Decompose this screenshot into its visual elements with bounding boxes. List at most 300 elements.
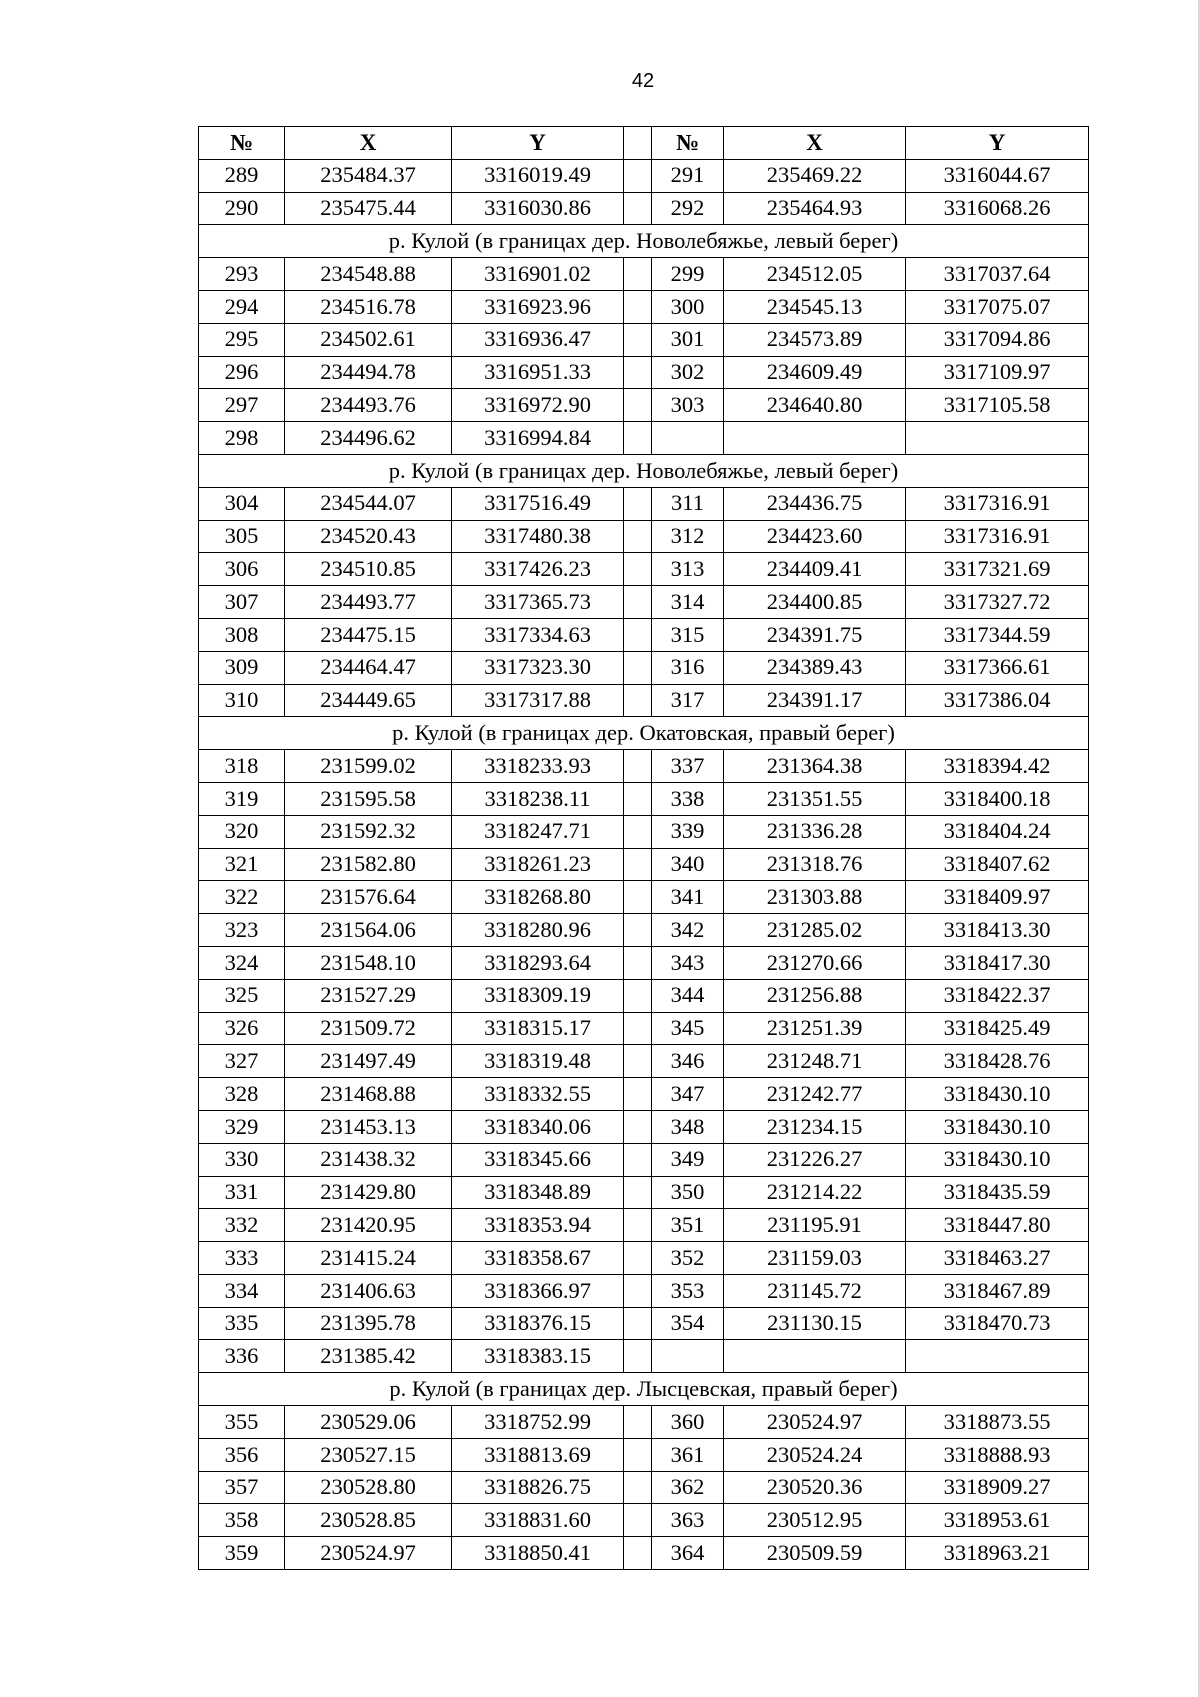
point-number-right: 316: [652, 651, 724, 684]
y-coordinate-left: 3318261.23: [452, 848, 624, 881]
spacer-cell: [624, 1504, 652, 1537]
x-coordinate-right: 234423.60: [724, 520, 906, 553]
y-coordinate-right: 3317344.59: [906, 618, 1089, 651]
table-row: [199, 1274, 1089, 1307]
spacer-cell: [624, 1143, 652, 1176]
x-coordinate-right: 234436.75: [724, 487, 906, 520]
y-coordinate-right: 3318422.37: [906, 979, 1089, 1012]
point-number-left: 328: [199, 1078, 285, 1111]
section-title: р. Кулой (в границах дер. Новолебяжье, левый берег): [199, 454, 1089, 487]
y-coordinate-right: 3318463.27: [906, 1242, 1089, 1275]
x-coordinate-right: 234609.49: [724, 356, 906, 389]
y-coordinate-left: 3318315.17: [452, 1012, 624, 1045]
y-coordinate-right: 3317386.04: [906, 684, 1089, 717]
x-coordinate-right: 231214.22: [724, 1176, 906, 1209]
point-number-right: 292: [652, 192, 724, 225]
point-number-left: 308: [199, 618, 285, 651]
point-number-right: 363: [652, 1504, 724, 1537]
spacer-cell: [624, 848, 652, 881]
table-row: [199, 1242, 1089, 1275]
x-coordinate-left: 230528.80: [285, 1471, 452, 1504]
table-row: [199, 1537, 1089, 1570]
point-number-left: 319: [199, 782, 285, 815]
point-number-right: 314: [652, 586, 724, 619]
point-number-left: 326: [199, 1012, 285, 1045]
header-x-left: X: [285, 127, 452, 160]
point-number-right: 361: [652, 1438, 724, 1471]
point-number-left: 336: [199, 1340, 285, 1373]
x-coordinate-right: 231303.88: [724, 881, 906, 914]
spacer-cell: [624, 1537, 652, 1570]
y-coordinate-left: 3318826.75: [452, 1471, 624, 1504]
y-coordinate-left: 3318383.15: [452, 1340, 624, 1373]
x-coordinate-left: 231592.32: [285, 815, 452, 848]
y-coordinate-left: 3316951.33: [452, 356, 624, 389]
header-x-right: X: [724, 127, 906, 160]
y-coordinate-right: 3318430.10: [906, 1078, 1089, 1111]
x-coordinate-right: 231242.77: [724, 1078, 906, 1111]
point-number-right: 299: [652, 258, 724, 291]
x-coordinate-right: 231364.38: [724, 750, 906, 783]
spacer-cell: [624, 258, 652, 291]
point-number-left: 294: [199, 290, 285, 323]
x-coordinate-right: 230524.24: [724, 1438, 906, 1471]
spacer-cell: [624, 1078, 652, 1111]
point-number-right: 351: [652, 1209, 724, 1242]
point-number-right: 352: [652, 1242, 724, 1275]
point-number-left: 322: [199, 881, 285, 914]
point-number-left: 297: [199, 389, 285, 422]
table-body: [199, 159, 1089, 1569]
table-row: [199, 356, 1089, 389]
y-coordinate-left: 3318831.60: [452, 1504, 624, 1537]
spacer-cell: [624, 782, 652, 815]
x-coordinate-left: 231395.78: [285, 1307, 452, 1340]
point-number-right: 343: [652, 946, 724, 979]
point-number-right: 302: [652, 356, 724, 389]
table-row: [199, 1504, 1089, 1537]
spacer-cell: [624, 159, 652, 192]
x-coordinate-left: 231548.10: [285, 946, 452, 979]
table-row: [199, 389, 1089, 422]
point-number-left: 355: [199, 1406, 285, 1439]
y-coordinate-right: 3318407.62: [906, 848, 1089, 881]
table-row: [199, 1143, 1089, 1176]
point-number-right: 364: [652, 1537, 724, 1570]
table-row: [199, 1471, 1089, 1504]
x-coordinate-left: 231509.72: [285, 1012, 452, 1045]
y-coordinate-left: 3317516.49: [452, 487, 624, 520]
point-number-left: 296: [199, 356, 285, 389]
point-number-left: 335: [199, 1307, 285, 1340]
x-coordinate-left: 235484.37: [285, 159, 452, 192]
x-coordinate-left: 231420.95: [285, 1209, 452, 1242]
x-coordinate-right: 234640.80: [724, 389, 906, 422]
x-coordinate-left: 234516.78: [285, 290, 452, 323]
table-row: [199, 1012, 1089, 1045]
table-row: [199, 881, 1089, 914]
point-number-left: 318: [199, 750, 285, 783]
x-coordinate-left: 234510.85: [285, 553, 452, 586]
y-coordinate-right: 3317316.91: [906, 487, 1089, 520]
spacer-cell: [624, 1176, 652, 1209]
x-coordinate-right: 231195.91: [724, 1209, 906, 1242]
table-row: [199, 1045, 1089, 1078]
table-row: [199, 946, 1089, 979]
point-number-left: 298: [199, 422, 285, 455]
point-number-right: 344: [652, 979, 724, 1012]
point-number-right: 300: [652, 290, 724, 323]
section-row: [199, 1373, 1089, 1406]
point-number-left: 359: [199, 1537, 285, 1570]
x-coordinate-left: 234475.15: [285, 618, 452, 651]
point-number-left: 321: [199, 848, 285, 881]
point-number-left: 358: [199, 1504, 285, 1537]
x-coordinate-right: 235464.93: [724, 192, 906, 225]
x-coordinate-right: 234391.17: [724, 684, 906, 717]
point-number-right: 338: [652, 782, 724, 815]
y-coordinate-right: 3317316.91: [906, 520, 1089, 553]
x-coordinate-right: 231256.88: [724, 979, 906, 1012]
x-coordinate-right: 234512.05: [724, 258, 906, 291]
y-coordinate-right: 3318963.21: [906, 1537, 1089, 1570]
table-row: [199, 684, 1089, 717]
point-number-left: 334: [199, 1274, 285, 1307]
point-number-left: 307: [199, 586, 285, 619]
table-row: [199, 1406, 1089, 1439]
x-coordinate-right: [724, 422, 906, 455]
y-coordinate-left: 3317426.23: [452, 553, 624, 586]
x-coordinate-left: 234502.61: [285, 323, 452, 356]
y-coordinate-right: 3317327.72: [906, 586, 1089, 619]
x-coordinate-right: [724, 1340, 906, 1373]
y-coordinate-left: 3316936.47: [452, 323, 624, 356]
table-row: [199, 290, 1089, 323]
y-coordinate-right: 3318430.10: [906, 1110, 1089, 1143]
header-no-right: №: [652, 127, 724, 160]
spacer-cell: [624, 1307, 652, 1340]
x-coordinate-left: 231453.13: [285, 1110, 452, 1143]
x-coordinate-left: 234494.78: [285, 356, 452, 389]
x-coordinate-right: 231270.66: [724, 946, 906, 979]
point-number-left: 331: [199, 1176, 285, 1209]
point-number-left: 325: [199, 979, 285, 1012]
x-coordinate-left: 230528.85: [285, 1504, 452, 1537]
y-coordinate-left: 3318247.71: [452, 815, 624, 848]
x-coordinate-right: 234389.43: [724, 651, 906, 684]
spacer-cell: [624, 1110, 652, 1143]
x-coordinate-right: 235469.22: [724, 159, 906, 192]
y-coordinate-right: 3318888.93: [906, 1438, 1089, 1471]
y-coordinate-right: 3317321.69: [906, 553, 1089, 586]
x-coordinate-right: 231251.39: [724, 1012, 906, 1045]
spacer-cell: [624, 684, 652, 717]
y-coordinate-left: 3317365.73: [452, 586, 624, 619]
point-number-left: 332: [199, 1209, 285, 1242]
x-coordinate-right: 234409.41: [724, 553, 906, 586]
table-row: [199, 618, 1089, 651]
spacer-cell: [624, 881, 652, 914]
y-coordinate-right: 3318447.80: [906, 1209, 1089, 1242]
point-number-right: 353: [652, 1274, 724, 1307]
spacer-cell: [624, 586, 652, 619]
y-coordinate-right: 3318409.97: [906, 881, 1089, 914]
y-coordinate-right: [906, 1340, 1089, 1373]
spacer-cell: [624, 1471, 652, 1504]
point-number-left: 327: [199, 1045, 285, 1078]
y-coordinate-right: 3316044.67: [906, 159, 1089, 192]
y-coordinate-right: 3318413.30: [906, 914, 1089, 947]
spacer-cell: [624, 946, 652, 979]
y-coordinate-left: 3316994.84: [452, 422, 624, 455]
x-coordinate-left: 231385.42: [285, 1340, 452, 1373]
x-coordinate-left: 234449.65: [285, 684, 452, 717]
table-row: [199, 979, 1089, 1012]
x-coordinate-right: 234573.89: [724, 323, 906, 356]
spacer-cell: [624, 290, 652, 323]
point-number-left: 306: [199, 553, 285, 586]
x-coordinate-right: 231336.28: [724, 815, 906, 848]
x-coordinate-right: 231234.15: [724, 1110, 906, 1143]
point-number-right: 341: [652, 881, 724, 914]
y-coordinate-left: 3317480.38: [452, 520, 624, 553]
table-row: [199, 848, 1089, 881]
spacer-cell: [624, 487, 652, 520]
page-number: 42: [631, 70, 655, 92]
y-coordinate-left: 3318358.67: [452, 1242, 624, 1275]
x-coordinate-right: 231351.55: [724, 782, 906, 815]
spacer-cell: [624, 651, 652, 684]
point-number-left: 357: [199, 1471, 285, 1504]
table-row: [199, 258, 1089, 291]
table-row: [199, 1110, 1089, 1143]
point-number-right: 312: [652, 520, 724, 553]
x-coordinate-right: 231145.72: [724, 1274, 906, 1307]
x-coordinate-left: 231595.58: [285, 782, 452, 815]
y-coordinate-right: 3318953.61: [906, 1504, 1089, 1537]
y-coordinate-left: 3318238.11: [452, 782, 624, 815]
table-row: [199, 651, 1089, 684]
section-row: [199, 454, 1089, 487]
y-coordinate-left: 3318332.55: [452, 1078, 624, 1111]
y-coordinate-right: 3316068.26: [906, 192, 1089, 225]
point-number-right: 291: [652, 159, 724, 192]
point-number-left: 356: [199, 1438, 285, 1471]
spacer-cell: [624, 979, 652, 1012]
point-number-left: 330: [199, 1143, 285, 1176]
x-coordinate-left: 234493.76: [285, 389, 452, 422]
spacer-cell: [624, 815, 652, 848]
spacer-cell: [624, 1340, 652, 1373]
y-coordinate-right: 3318428.76: [906, 1045, 1089, 1078]
y-coordinate-right: 3317075.07: [906, 290, 1089, 323]
point-number-left: 290: [199, 192, 285, 225]
x-coordinate-left: 231429.80: [285, 1176, 452, 1209]
spacer-cell: [624, 1242, 652, 1275]
point-number-right: 313: [652, 553, 724, 586]
table-row: [199, 520, 1089, 553]
spacer-cell: [624, 1274, 652, 1307]
table-row: [199, 1307, 1089, 1340]
section-title: р. Кулой (в границах дер. Окатовская, правый берег): [199, 717, 1089, 750]
point-number-right: 317: [652, 684, 724, 717]
point-number-right: 303: [652, 389, 724, 422]
table-row: [199, 750, 1089, 783]
x-coordinate-right: 231285.02: [724, 914, 906, 947]
point-number-left: 295: [199, 323, 285, 356]
x-coordinate-right: 230512.95: [724, 1504, 906, 1537]
x-coordinate-right: 230524.97: [724, 1406, 906, 1439]
y-coordinate-right: 3318909.27: [906, 1471, 1089, 1504]
y-coordinate-left: 3318309.19: [452, 979, 624, 1012]
y-coordinate-left: 3316019.49: [452, 159, 624, 192]
spacer-cell: [624, 750, 652, 783]
x-coordinate-right: 230509.59: [724, 1537, 906, 1570]
point-number-left: 309: [199, 651, 285, 684]
table-row: [199, 586, 1089, 619]
y-coordinate-left: 3318340.06: [452, 1110, 624, 1143]
point-number-right: 348: [652, 1110, 724, 1143]
x-coordinate-left: 231564.06: [285, 914, 452, 947]
y-coordinate-right: 3318404.24: [906, 815, 1089, 848]
point-number-right: 360: [652, 1406, 724, 1439]
point-number-right: 315: [652, 618, 724, 651]
table-row: [199, 782, 1089, 815]
y-coordinate-left: 3316972.90: [452, 389, 624, 422]
table-row: [199, 1176, 1089, 1209]
y-coordinate-left: 3318345.66: [452, 1143, 624, 1176]
table-row: [199, 1209, 1089, 1242]
point-number-right: 346: [652, 1045, 724, 1078]
y-coordinate-left: 3317323.30: [452, 651, 624, 684]
point-number-right: 345: [652, 1012, 724, 1045]
section-row: [199, 717, 1089, 750]
point-number-right: 362: [652, 1471, 724, 1504]
x-coordinate-left: 231527.29: [285, 979, 452, 1012]
spacer-cell: [624, 520, 652, 553]
x-coordinate-left: 234493.77: [285, 586, 452, 619]
y-coordinate-left: 3318366.97: [452, 1274, 624, 1307]
x-coordinate-left: 231576.64: [285, 881, 452, 914]
x-coordinate-left: 230527.15: [285, 1438, 452, 1471]
y-coordinate-right: 3318470.73: [906, 1307, 1089, 1340]
y-coordinate-right: 3318394.42: [906, 750, 1089, 783]
header-spacer: [624, 127, 652, 160]
x-coordinate-left: 234464.47: [285, 651, 452, 684]
y-coordinate-right: 3318417.30: [906, 946, 1089, 979]
point-number-right: 339: [652, 815, 724, 848]
point-number-left: 305: [199, 520, 285, 553]
point-number-left: 324: [199, 946, 285, 979]
x-coordinate-left: 231415.24: [285, 1242, 452, 1275]
y-coordinate-right: 3318430.10: [906, 1143, 1089, 1176]
table-row: [199, 422, 1089, 455]
spacer-cell: [624, 618, 652, 651]
y-coordinate-left: 3318268.80: [452, 881, 624, 914]
section-title: р. Кулой (в границах дер. Лысцевская, правый берег): [199, 1373, 1089, 1406]
header-y-left: Y: [452, 127, 624, 160]
x-coordinate-right: 230520.36: [724, 1471, 906, 1504]
point-number-right: 337: [652, 750, 724, 783]
x-coordinate-right: 231318.76: [724, 848, 906, 881]
section-title: р. Кулой (в границах дер. Новолебяжье, левый берег): [199, 225, 1089, 258]
x-coordinate-right: 234391.75: [724, 618, 906, 651]
spacer-cell: [624, 1045, 652, 1078]
x-coordinate-right: 231159.03: [724, 1242, 906, 1275]
x-coordinate-left: 235475.44: [285, 192, 452, 225]
point-number-left: 293: [199, 258, 285, 291]
spacer-cell: [624, 389, 652, 422]
y-coordinate-left: 3316030.86: [452, 192, 624, 225]
point-number-right: 301: [652, 323, 724, 356]
table-row: [199, 192, 1089, 225]
table-row: [199, 914, 1089, 947]
spacer-cell: [624, 553, 652, 586]
y-coordinate-right: 3317037.64: [906, 258, 1089, 291]
x-coordinate-left: 230524.97: [285, 1537, 452, 1570]
point-number-right: 349: [652, 1143, 724, 1176]
point-number-left: 333: [199, 1242, 285, 1275]
point-number-right: 342: [652, 914, 724, 947]
table-header-row: [199, 127, 1089, 160]
x-coordinate-right: 234400.85: [724, 586, 906, 619]
x-coordinate-left: 231497.49: [285, 1045, 452, 1078]
x-coordinate-right: 231130.15: [724, 1307, 906, 1340]
x-coordinate-left: 234544.07: [285, 487, 452, 520]
x-coordinate-right: 231248.71: [724, 1045, 906, 1078]
table-row: [199, 1340, 1089, 1373]
y-coordinate-left: 3316901.02: [452, 258, 624, 291]
point-number-right: 354: [652, 1307, 724, 1340]
y-coordinate-right: 3317109.97: [906, 356, 1089, 389]
section-row: [199, 225, 1089, 258]
spacer-cell: [624, 323, 652, 356]
spacer-cell: [624, 1438, 652, 1471]
point-number-right: 347: [652, 1078, 724, 1111]
table-row: [199, 815, 1089, 848]
y-coordinate-right: 3318873.55: [906, 1406, 1089, 1439]
y-coordinate-right: 3318400.18: [906, 782, 1089, 815]
x-coordinate-left: 234548.88: [285, 258, 452, 291]
header-no-left: №: [199, 127, 285, 160]
table-row: [199, 1078, 1089, 1111]
x-coordinate-left: 231468.88: [285, 1078, 452, 1111]
header-y-right: Y: [906, 127, 1089, 160]
spacer-cell: [624, 1406, 652, 1439]
point-number-right: 311: [652, 487, 724, 520]
spacer-cell: [624, 914, 652, 947]
table-row: [199, 159, 1089, 192]
point-number-left: 310: [199, 684, 285, 717]
point-number-right: 350: [652, 1176, 724, 1209]
y-coordinate-right: 3318425.49: [906, 1012, 1089, 1045]
x-coordinate-left: 231438.32: [285, 1143, 452, 1176]
y-coordinate-left: 3317334.63: [452, 618, 624, 651]
y-coordinate-left: 3317317.88: [452, 684, 624, 717]
y-coordinate-right: 3317105.58: [906, 389, 1089, 422]
y-coordinate-left: 3318280.96: [452, 914, 624, 947]
x-coordinate-left: 234496.62: [285, 422, 452, 455]
x-coordinate-right: 231226.27: [724, 1143, 906, 1176]
point-number-left: 320: [199, 815, 285, 848]
coordinates-table: [198, 126, 1089, 1570]
point-number-left: 329: [199, 1110, 285, 1143]
x-coordinate-left: 231599.02: [285, 750, 452, 783]
y-coordinate-left: 3318376.15: [452, 1307, 624, 1340]
table-row: [199, 487, 1089, 520]
point-number-left: 323: [199, 914, 285, 947]
point-number-right: [652, 1340, 724, 1373]
